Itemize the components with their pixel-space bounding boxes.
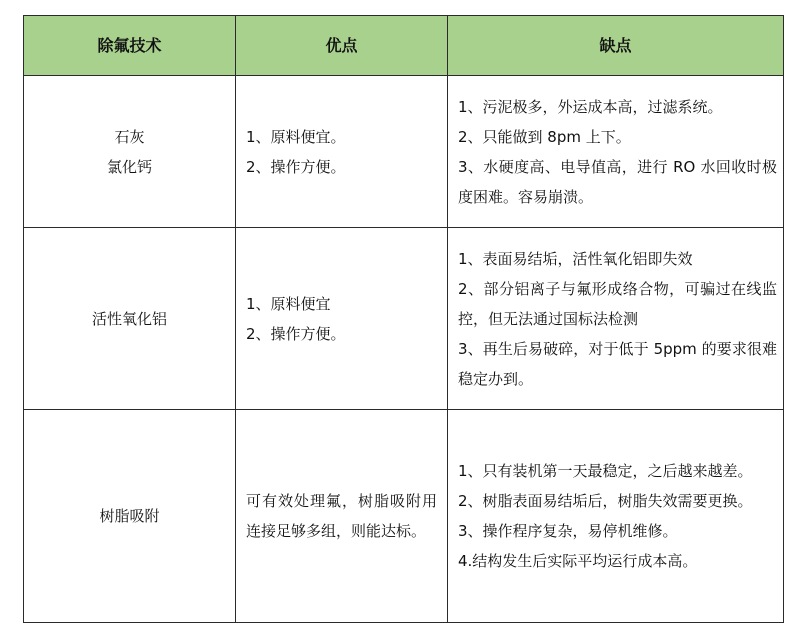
disadvantages-cell: [448, 410, 784, 623]
comparison-table-container: [23, 15, 783, 623]
disadvantage-item: 2、只能做到 8pm 上下。: [458, 127, 631, 146]
advantages-cell: [236, 76, 448, 228]
table-header: [24, 16, 784, 76]
header-technology: 除氟技术: [24, 16, 236, 76]
technology-cell: [24, 76, 236, 228]
advantage-item: 1、原料便宜: [246, 294, 331, 313]
table-row: [24, 410, 784, 623]
technology-cell: [24, 410, 236, 623]
defluoridation-comparison-table: [23, 15, 784, 623]
advantages-cell: [236, 410, 448, 623]
table-row: [24, 76, 784, 228]
disadvantage-item: 4.结构发生后实际平均运行成本高。: [458, 552, 698, 570]
advantage-item: 2、操作方便。: [246, 157, 346, 176]
disadvantages-cell: [448, 228, 784, 410]
disadvantage-item: 2、部分铝离子与氟形成络合物，可骗过在线监控，但无法通过国标法检测: [458, 279, 777, 328]
technology-line: 活性氧化铝: [91, 309, 167, 328]
disadvantage-item: 3、再生后易破碎，对于低于 5ppm 的要求很难稳定办到。: [458, 339, 777, 388]
table-body: [24, 76, 784, 623]
disadvantage-item: 2、树脂表面易结垢后，树脂失效需要更换。: [458, 492, 753, 510]
disadvantages-cell: [448, 76, 784, 228]
table-row: [24, 228, 784, 410]
advantages-cell: [236, 228, 448, 410]
technology-line: 石灰: [114, 127, 145, 146]
advantage-item: 2、操作方便。: [246, 324, 346, 343]
disadvantage-item: 1、污泥极多，外运成本高，过滤系统。: [458, 97, 723, 116]
header-row: [24, 16, 784, 76]
advantage-item: 可有效处理氟，树脂吸附用连接足够多组，则能达标。: [246, 492, 437, 540]
advantage-item: 1、原料便宜。: [246, 127, 346, 146]
disadvantage-item: 3、操作程序复杂，易停机维修。: [458, 522, 678, 540]
technology-cell: [24, 228, 236, 410]
technology-line: 氯化钙: [106, 157, 152, 176]
technology-line: 树脂吸附: [99, 507, 160, 525]
disadvantage-item: 3、水硬度高、电导值高，进行 RO 水回收时极度困难。容易崩溃。: [458, 157, 777, 206]
disadvantage-item: 1、只有装机第一天最稳定，之后越来越差。: [458, 462, 753, 480]
disadvantage-item: 1、表面易结垢，活性氧化铝即失效: [458, 249, 693, 268]
header-advantages: 优点: [236, 16, 448, 76]
header-disadvantages: 缺点: [448, 16, 784, 76]
